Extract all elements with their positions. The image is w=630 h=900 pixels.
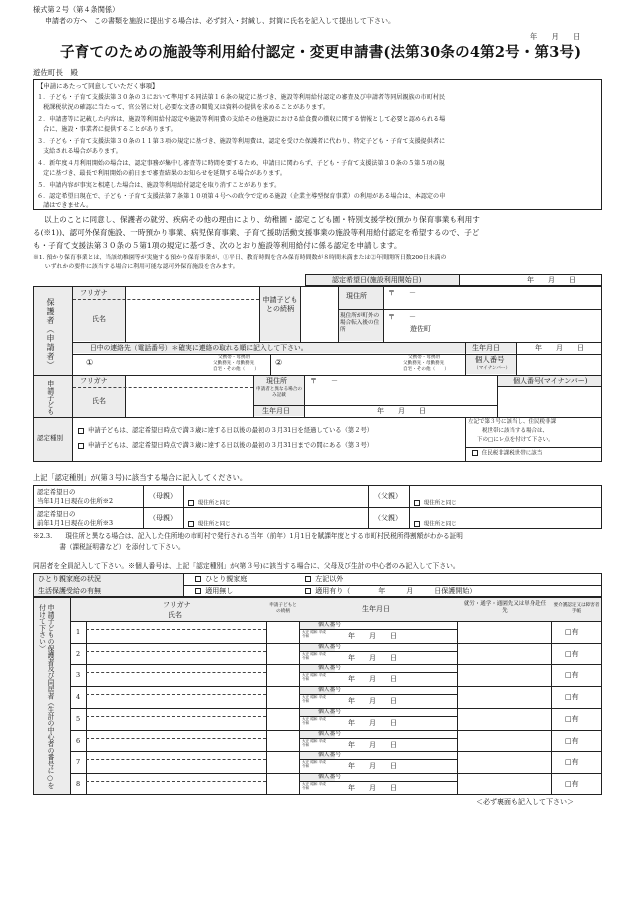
row-number: 7 xyxy=(76,758,81,766)
note-1: ※1. 預かり保育事業とは、当該幼稚園等が実施する預かり保育事業が、①平日、教育時間を含み保育時間数が８時間未満または②年間開所日数200日未満の xyxy=(33,255,447,261)
mynumber-label: 個人番号 xyxy=(318,665,342,671)
tax-exempt-option[interactable] xyxy=(472,450,542,457)
member-relation-field[interactable] xyxy=(267,687,298,707)
same-checkbox[interactable] xyxy=(414,500,420,506)
member-relation-field[interactable] xyxy=(267,774,298,794)
not-single-checkbox[interactable] xyxy=(305,576,311,582)
col-birth: 生年月日 xyxy=(362,605,390,613)
col-work: 就労・通学・通園先又は単身赴任先 xyxy=(463,601,547,614)
address-row2-mother: （母親） xyxy=(149,514,177,522)
col-furigana: フリガナ xyxy=(163,601,191,609)
statement-line: 以上のことに同意し、保護者の就労、疾病その他の理由により、幼稚園・認定こども園・特別支援学校(預かり保育事業も利用す xyxy=(44,215,480,224)
contact-1-opts[interactable]: 自宅・その他（ ） xyxy=(213,367,259,372)
contact-1[interactable]: ① xyxy=(86,358,94,367)
row-number: 6 xyxy=(76,737,81,745)
welfare-opt1[interactable] xyxy=(195,587,233,596)
disability-checkbox[interactable]: □有 xyxy=(565,650,579,658)
cert-type-option-2[interactable] xyxy=(78,427,373,435)
note-2-3: ※2.3. 現住所と異なる場合は、記入した住所地の市町村で発行される当年（前年）1月1日を賦課年度とする市町村民税所得割額がわかる証明 xyxy=(33,532,463,540)
member-work-field[interactable] xyxy=(458,644,550,664)
address-row1-mother-same[interactable] xyxy=(188,500,231,507)
member-name-field[interactable] xyxy=(87,695,265,707)
same-text: 現住所と同じ xyxy=(423,521,457,528)
address-row1-mother: （母親） xyxy=(149,492,177,500)
guardian-postal[interactable]: 〒 － xyxy=(388,289,416,297)
era-options[interactable]: 大正 昭和 平成 令和 xyxy=(302,782,326,790)
consent-item: ３．子ども・子育て支援法第３０条の１１第３項の規定に基づき、施設等利用費は、認定を受けた保護者に代わり、特定子ども・子育て支援提供者に xyxy=(37,138,446,145)
consent-item: 税課税状況の確認に当たって、官公署に対し必要な文書の閲覧又は資料の提供を求めることがあります。 xyxy=(37,104,329,111)
no-welfare-checkbox[interactable] xyxy=(195,588,201,594)
row-number: 1 xyxy=(76,628,81,636)
guardian-name-field[interactable] xyxy=(126,300,258,340)
member-mynumber-field[interactable] xyxy=(336,709,456,716)
consent-item: ２．申請書等に記載した内容は、施設等利用給付認定や施設等利用費の支給その他施設における給食費の徴収に関する情報として必要と認められる場 xyxy=(37,116,446,123)
era-options[interactable]: 大正 昭和 平成 令和 xyxy=(302,695,326,703)
application-date[interactable]: 年 月 日 xyxy=(530,32,581,41)
member-mynumber-field[interactable] xyxy=(336,644,456,651)
guardian-name-label: 氏名 xyxy=(92,315,106,323)
contact-2-opts[interactable]: 自宅・その他（ ） xyxy=(403,367,449,372)
consent-heading: 【申請にあたって同意していただく事項】 xyxy=(37,82,159,90)
member-mynumber-field[interactable] xyxy=(336,774,456,781)
mynumber-label: 個人番号 xyxy=(318,709,342,715)
consent-item: １．子ども・子育て支援法第３０条の３において準用する同法第１６条の規定に基づき、施設等利用給付認定の審査及び申請者等同居親族の市町村民 xyxy=(37,94,446,101)
guardian-mynumber-label: 個人番号 xyxy=(475,355,505,364)
member-birth-value[interactable]: 年 月 日 xyxy=(348,675,397,683)
footer-note: ＜必ず裏面も記入して下さい＞ xyxy=(476,798,574,806)
member-birth-value[interactable]: 年 月 日 xyxy=(348,719,397,727)
same-checkbox[interactable] xyxy=(188,500,194,506)
address-row2-label: 前年1月1日現在の住所※3 xyxy=(37,519,114,527)
contact-2[interactable]: ② xyxy=(275,358,283,367)
contact-2-opts[interactable]: 父携帯・母携帯 xyxy=(408,355,441,360)
member-birth-value[interactable]: 年 月 日 xyxy=(348,762,397,770)
member-relation-field[interactable] xyxy=(267,752,298,772)
note-2-3: 書（課税証明書など）を添付して下さい。 xyxy=(33,543,185,551)
welfare-checkbox[interactable] xyxy=(305,588,311,594)
address-row1-label: 当年1月1日現在の住所※2 xyxy=(37,497,114,505)
contact-2-opts[interactable]: 父勤務先・母勤務先 xyxy=(403,361,445,366)
mynumber-label: 個人番号 xyxy=(318,644,342,650)
address-row1-label: 認定希望日の xyxy=(37,488,76,496)
cert-side-note: 下の□にレ点を付けて下さい。 xyxy=(477,437,554,443)
cert-type-3-text: 申請子どもは、認定希望日時点で満３歳に達する日以後の最初の３月31日までの間にある（第３号） xyxy=(88,442,374,449)
child-furigana-label: フリガナ xyxy=(80,377,108,385)
guardian-section-label: 保護者（申請者） xyxy=(46,298,55,370)
child-birth-value[interactable]: 年 月 日 xyxy=(377,407,426,415)
mynumber-label: 個人番号 xyxy=(318,622,342,628)
cert-side-note: 税世帯に該当する場合は、 xyxy=(482,428,549,434)
guardian-furigana-label: フリガナ xyxy=(80,289,108,297)
member-name-field[interactable] xyxy=(87,739,265,751)
guardian-contact-label: 日中の連絡先（電話番号）＊確実に連絡の取れる順に記入して下さい。 xyxy=(90,344,308,352)
member-work-field[interactable] xyxy=(458,709,550,729)
member-birth-value[interactable]: 年 月 日 xyxy=(348,697,397,705)
cert-side-note: 左記で第３号に該当し、住民税非課 xyxy=(468,419,557,425)
member-birth-value[interactable]: 年 月 日 xyxy=(348,784,397,792)
statement-line: も・子育て支援法第３０条の５第1項の規定に基づき、次のとおり施設等利用給付に係る認定を申請します。 xyxy=(33,241,402,250)
guardian-out-of-town-label: 現住所が町外の場合転入後の住所 xyxy=(340,313,380,333)
mynumber-label: 個人番号 xyxy=(318,752,342,758)
era-options[interactable]: 大正 昭和 平成 令和 xyxy=(302,739,326,747)
mynumber-label: 個人番号 xyxy=(318,731,342,737)
member-work-field[interactable] xyxy=(458,622,550,642)
era-options[interactable]: 大正 昭和 平成 令和 xyxy=(302,760,326,768)
row-number: 3 xyxy=(76,671,81,679)
member-mynumber-field[interactable] xyxy=(336,687,456,694)
welfare-opt2-text: 適用有り（ 年 月 日保護開始） xyxy=(315,587,477,595)
consent-item: 合に、施設・事業者に提供することがあります。 xyxy=(37,126,177,133)
cert-type-2-checkbox[interactable] xyxy=(78,428,84,434)
member-mynumber-field[interactable] xyxy=(336,665,456,672)
member-name-field[interactable] xyxy=(87,673,265,685)
member-relation-field[interactable] xyxy=(267,665,298,685)
disability-checkbox[interactable]: □有 xyxy=(565,693,579,701)
consent-item: 請はできません。 xyxy=(37,202,93,209)
contact-1-opts[interactable]: 父勤務先・母勤務先 xyxy=(213,361,255,366)
mynumber-label: 個人番号 xyxy=(318,687,342,693)
member-birth-value[interactable]: 年 月 日 xyxy=(348,741,397,749)
same-checkbox[interactable] xyxy=(414,521,420,527)
member-birth-value[interactable]: 年 月 日 xyxy=(348,632,397,640)
mynumber-label: 個人番号 xyxy=(318,774,342,780)
member-work-field[interactable] xyxy=(458,687,550,707)
consent-item: ５．申請内容が事実と相違した場合は、施設等利用給付認定を取り消すことがあります。 xyxy=(37,182,281,189)
address-row1-father: （父親） xyxy=(374,492,402,500)
tax-exempt-text: 住民税非課税世帯に該当 xyxy=(481,450,543,457)
era-options[interactable]: 大正 昭和 平成 令和 xyxy=(302,630,326,638)
member-name-field[interactable] xyxy=(87,630,265,642)
guardian-address-label: 現住所 xyxy=(346,292,367,300)
welfare-opt1-text: 適用無し xyxy=(205,587,234,595)
page-title: 子育てのための施設等利用給付認定・変更申請書(法第30条の4第2号・第3号) xyxy=(60,44,582,61)
member-relation-field[interactable] xyxy=(267,709,298,729)
guardian-birth-value[interactable]: 年 月 日 xyxy=(535,344,584,352)
guardian-postal-2[interactable]: 〒 － xyxy=(388,313,416,321)
form-number: 様式第２号（第４条関係） xyxy=(33,5,120,14)
household-side-label: 申請子どもの保護者及び同居者（生計の中心者の番号に○を付けて下さい） xyxy=(37,604,54,789)
disability-checkbox[interactable]: □有 xyxy=(565,628,579,636)
address-row2-mother-same[interactable] xyxy=(188,521,231,528)
era-options[interactable]: 大正 昭和 平成 令和 xyxy=(302,652,326,660)
single-parent-checkbox[interactable] xyxy=(195,576,201,582)
member-relation-field[interactable] xyxy=(267,731,298,751)
child-name-field[interactable] xyxy=(126,388,253,416)
statement-line: る(※1))、認可外保育施設、一時預かり事業、病児保育事業、子育て援助活動支援事業の施設等利用給付認定を希望するので、子ど xyxy=(33,228,480,237)
member-mynumber-field[interactable] xyxy=(336,622,456,629)
address-row1-father-same[interactable] xyxy=(414,500,457,507)
member-relation-field[interactable] xyxy=(267,644,298,664)
address-row2-label: 認定希望日の xyxy=(37,510,76,518)
child-birth-label: 生年月日 xyxy=(262,407,290,415)
cert-type-2-text: 申請子どもは、認定希望日時点で満３歳に達する日以後の最初の３月31日を経過している（第２号） xyxy=(88,427,374,434)
col-name: 氏名 xyxy=(168,611,182,619)
addressee: 遊佐町長 殿 xyxy=(33,68,78,77)
consent-item: ４．新年度４月利用開始の場合は、認定事務が集中し審査等に時間を要するため、申請日に関わらず、子ども・子育て支援法第３０条の５第５項の規 xyxy=(37,160,445,167)
cert-type-label: 認定種別 xyxy=(37,434,63,442)
submission-notice: 申請者の方へ この書類を施設に提出する場合は、必ず封入・封緘し、封筒に氏名を記入して提出して下さい。 xyxy=(45,17,395,25)
contact-1-opts[interactable]: 父携帯・母携帯 xyxy=(218,355,251,360)
member-name-field[interactable] xyxy=(87,760,265,772)
child-address-label: 現住所 xyxy=(266,377,287,385)
single-parent-opt2[interactable] xyxy=(305,575,343,584)
child-mynumber-label: 個人番号(マイナンバー) xyxy=(513,377,588,385)
address-history-intro: 上記「認定種別」が(第３号)に該当する場合に記入してください。 xyxy=(33,473,248,482)
member-relation-field[interactable] xyxy=(267,622,298,642)
cert-type-3-checkbox[interactable] xyxy=(78,443,84,449)
welfare-opt2[interactable] xyxy=(305,587,476,596)
same-text: 現住所と同じ xyxy=(197,500,231,507)
welfare-label: 生活保護受給の有無 xyxy=(38,587,101,595)
guardian-relation-label: 申請子どもとの続柄 xyxy=(262,296,298,313)
member-work-field[interactable] xyxy=(458,731,550,751)
disability-checkbox[interactable]: □有 xyxy=(565,780,579,788)
consent-item: 支給される場合があります。 xyxy=(37,148,122,155)
member-birth-value[interactable]: 年 月 日 xyxy=(348,654,397,662)
single-parent-opt2-text: 左記以外 xyxy=(315,575,344,583)
child-postal[interactable]: 〒 － xyxy=(310,377,338,385)
cert-type-option-3[interactable] xyxy=(78,442,373,450)
single-parent-label: ひとり親家庭の状況 xyxy=(38,575,101,583)
same-text: 現住所と同じ xyxy=(197,521,231,528)
consent-item: 定に基づき、最長で利用開始の前日まで審査結果のお知らせを延期する場合があります。 xyxy=(37,170,286,177)
guardian-mynumber-sub: （マイナンバー） xyxy=(474,366,511,371)
guardian-birth-label: 生年月日 xyxy=(472,344,500,352)
member-work-field[interactable] xyxy=(458,665,550,685)
disability-checkbox[interactable]: □有 xyxy=(565,715,579,723)
member-name-field[interactable] xyxy=(87,717,265,729)
era-options[interactable]: 大正 昭和 平成 令和 xyxy=(302,673,326,681)
consent-item: ６．認定希望日現在で、子ども・子育て支援法第７条第１０項第４号への政令で定める施設（企業主導型保育事業）の利用がある場合は、本認定の申 xyxy=(37,193,446,200)
member-name-field[interactable] xyxy=(87,652,265,664)
household-intro: 同居者を全員記入して下さい。※個人番号は、上記「認定種別」が(第３号)に該当する場合に、父母及び生計の中心者のみ記入して下さい。 xyxy=(33,562,460,570)
guardian-town: 遊佐町 xyxy=(410,325,431,333)
single-parent-opt1[interactable] xyxy=(195,575,247,584)
member-work-field[interactable] xyxy=(458,752,550,772)
row-number: 5 xyxy=(76,715,81,723)
disability-checkbox[interactable]: □有 xyxy=(565,737,579,745)
desired-date-value[interactable]: 年 月 日 xyxy=(527,276,576,284)
child-name-label: 氏名 xyxy=(92,397,106,405)
same-text: 現住所と同じ xyxy=(423,500,457,507)
member-mynumber-field[interactable] xyxy=(336,731,456,738)
address-row2-father: （父親） xyxy=(374,514,402,522)
desired-date-label: 認定希望日(施設利用開始日) xyxy=(332,276,422,284)
col-disabled: 要介護認定又は障害者手帳 xyxy=(553,603,600,614)
single-parent-opt1-text: ひとり親家庭 xyxy=(205,575,248,583)
disability-checkbox[interactable]: □有 xyxy=(565,758,579,766)
member-work-field[interactable] xyxy=(458,774,550,794)
row-number: 2 xyxy=(76,650,81,658)
child-section-label: 申請子ども xyxy=(46,380,55,415)
note-1: いずれかの要件に該当する場合に利用可能な認可外保育施設を含みます。 xyxy=(33,264,239,270)
disability-checkbox[interactable]: □有 xyxy=(565,671,579,679)
member-mynumber-field[interactable] xyxy=(336,752,456,759)
tax-exempt-checkbox[interactable] xyxy=(472,450,478,456)
member-name-field[interactable] xyxy=(87,782,265,794)
row-number: 4 xyxy=(76,693,81,701)
col-relation: 申請子どもとの続柄 xyxy=(269,603,297,614)
address-row2-father-same[interactable] xyxy=(414,521,457,528)
child-address-sub: 申請者と異なる場合のみ記載 xyxy=(256,387,302,398)
same-checkbox[interactable] xyxy=(188,521,194,527)
era-options[interactable]: 大正 昭和 平成 令和 xyxy=(302,717,326,725)
row-number: 8 xyxy=(76,780,81,788)
